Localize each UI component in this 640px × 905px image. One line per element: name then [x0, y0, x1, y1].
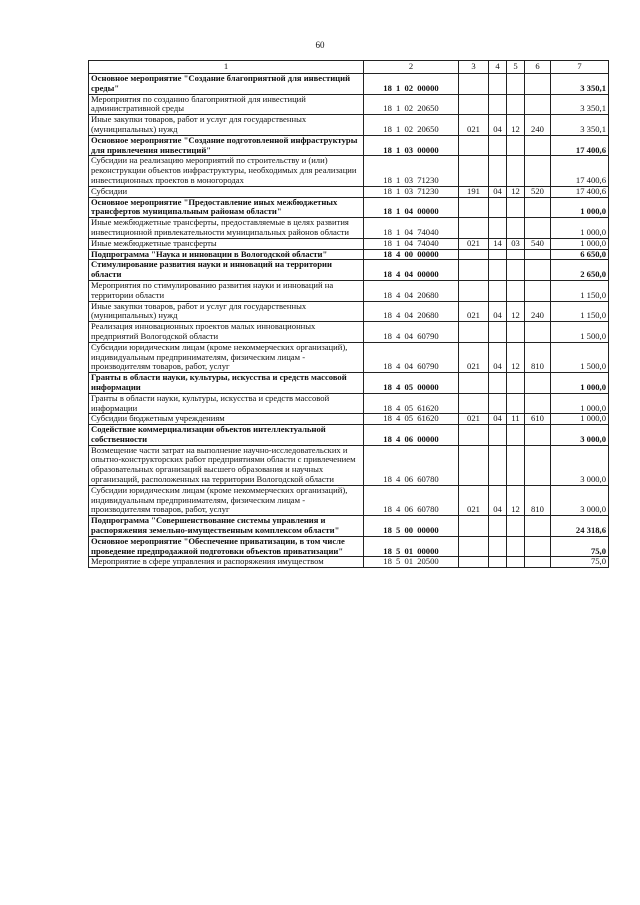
- row-code: 18 4 04 20680: [364, 280, 459, 301]
- row-code: 18 1 02 00000: [364, 74, 459, 95]
- row-code: 18 1 02 20650: [364, 115, 459, 136]
- row-name: Субсидии: [89, 186, 364, 197]
- table-row: [89, 218, 609, 239]
- row-section: [489, 393, 507, 414]
- table-row: [89, 197, 609, 218]
- row-code: 18 4 05 61620: [364, 414, 459, 425]
- row-code: 18 4 04 00000: [364, 260, 459, 281]
- row-code: 18 5 00 00000: [364, 516, 459, 537]
- row-kind: 610: [525, 414, 551, 425]
- row-section: [489, 557, 507, 568]
- row-expense-type: [459, 156, 489, 186]
- row-expense-type: [459, 135, 489, 156]
- row-amount: 1 150,0: [551, 280, 609, 301]
- row-code: 18 4 04 60790: [364, 322, 459, 343]
- row-amount: 3 350,1: [551, 115, 609, 136]
- row-kind: 240: [525, 301, 551, 322]
- budget-table: [88, 60, 609, 568]
- row-name: Мероприятия по стимулированию развития науки и инноваций на территории области: [89, 280, 364, 301]
- row-expense-type: [459, 393, 489, 414]
- row-code: 18 1 03 71230: [364, 156, 459, 186]
- table-header-row: [89, 61, 609, 74]
- table-row: [89, 414, 609, 425]
- row-kind: [525, 197, 551, 218]
- row-subsection: [507, 260, 525, 281]
- table-row: [89, 557, 609, 568]
- row-subsection: [507, 156, 525, 186]
- table-row: [89, 445, 609, 485]
- row-kind: [525, 135, 551, 156]
- row-name: Подпрограмма "Наука и инновации в Вологодской области": [89, 249, 364, 260]
- row-expense-type: [459, 249, 489, 260]
- row-amount: 3 000,0: [551, 445, 609, 485]
- row-name: Возмещение части затрат на выполнение научно-исследовательских и опытно-конструкторских работ предприятиями области с привлечением образовательных организаций высшего образования и научных организаций, расположенных на территории Вологодской области: [89, 445, 364, 485]
- row-name: Мероприятия по созданию благоприятной для инвестиций административной среды: [89, 94, 364, 115]
- row-subsection: 12: [507, 115, 525, 136]
- row-subsection: [507, 516, 525, 537]
- row-expense-type: 021: [459, 238, 489, 249]
- row-code: 18 1 02 20650: [364, 94, 459, 115]
- column-header: 5: [507, 61, 525, 74]
- row-subsection: [507, 322, 525, 343]
- row-amount: 24 318,6: [551, 516, 609, 537]
- table-row: [89, 156, 609, 186]
- table-row: [89, 322, 609, 343]
- row-subsection: 12: [507, 186, 525, 197]
- table-row: [89, 135, 609, 156]
- row-expense-type: 021: [459, 485, 489, 515]
- row-expense-type: [459, 516, 489, 537]
- table-row: [89, 74, 609, 95]
- row-kind: [525, 260, 551, 281]
- row-amount: 3 350,1: [551, 74, 609, 95]
- row-amount: 1 000,0: [551, 197, 609, 218]
- row-section: [489, 260, 507, 281]
- table-row: [89, 393, 609, 414]
- row-code: 18 5 01 00000: [364, 536, 459, 557]
- row-subsection: [507, 425, 525, 446]
- table-row: [89, 186, 609, 197]
- table-body: [89, 74, 609, 568]
- row-section: [489, 445, 507, 485]
- row-section: [489, 218, 507, 239]
- row-kind: [525, 249, 551, 260]
- row-expense-type: [459, 536, 489, 557]
- row-expense-type: 021: [459, 301, 489, 322]
- row-name: Мероприятие в сфере управления и распоряжения имуществом: [89, 557, 364, 568]
- table-row: [89, 301, 609, 322]
- row-name: Основное мероприятие "Создание подготовленной инфраструктуры для привлечения инвестиций": [89, 135, 364, 156]
- row-code: 18 1 04 74040: [364, 218, 459, 239]
- page-number: 60: [315, 40, 325, 50]
- row-name: Субсидии бюджетным учреждениям: [89, 414, 364, 425]
- row-section: 04: [489, 301, 507, 322]
- row-amount: 75,0: [551, 536, 609, 557]
- row-expense-type: [459, 322, 489, 343]
- row-code: 18 4 00 00000: [364, 249, 459, 260]
- row-subsection: [507, 218, 525, 239]
- row-subsection: [507, 197, 525, 218]
- row-subsection: [507, 94, 525, 115]
- row-amount: 3 350,1: [551, 94, 609, 115]
- row-code: 18 1 03 00000: [364, 135, 459, 156]
- row-subsection: [507, 280, 525, 301]
- row-name: Основное мероприятие "Обеспечение приватизации, в том числе проведение предпродажной подготовки объектов приватизации": [89, 536, 364, 557]
- row-section: [489, 425, 507, 446]
- row-kind: [525, 536, 551, 557]
- row-kind: [525, 322, 551, 343]
- row-expense-type: 021: [459, 115, 489, 136]
- row-section: [489, 135, 507, 156]
- row-subsection: 12: [507, 301, 525, 322]
- row-amount: 1 000,0: [551, 238, 609, 249]
- row-name: Стимулирование развития науки и инноваций на территории области: [89, 260, 364, 281]
- row-name: Основное мероприятие "Предоставление иных межбюджетных трансфертов муниципальным районам области": [89, 197, 364, 218]
- row-section: 04: [489, 342, 507, 372]
- row-code: 18 4 05 00000: [364, 373, 459, 394]
- table-row: [89, 260, 609, 281]
- row-name: Субсидии юридическим лицам (кроме некоммерческих организаций), индивидуальным предпринимателям, физическим лицам - производителям товаров, работ, услуг: [89, 342, 364, 372]
- row-kind: [525, 156, 551, 186]
- row-kind: [525, 94, 551, 115]
- row-amount: 1 500,0: [551, 342, 609, 372]
- row-section: 04: [489, 186, 507, 197]
- row-kind: [525, 393, 551, 414]
- row-subsection: [507, 536, 525, 557]
- row-expense-type: [459, 197, 489, 218]
- column-header: 6: [525, 61, 551, 74]
- row-amount: 3 000,0: [551, 485, 609, 515]
- row-subsection: 11: [507, 414, 525, 425]
- row-kind: 540: [525, 238, 551, 249]
- row-kind: 520: [525, 186, 551, 197]
- row-kind: [525, 425, 551, 446]
- row-name: Гранты в области науки, культуры, искусства и средств массовой информации: [89, 393, 364, 414]
- row-kind: [525, 445, 551, 485]
- column-header: 7: [551, 61, 609, 74]
- row-expense-type: 191: [459, 186, 489, 197]
- row-name: Субсидии на реализацию мероприятий по строительству и (или) реконструкции объектов инфраструктуры, необходимых для реализации инвестиционных проектов в моногородах: [89, 156, 364, 186]
- row-kind: [525, 280, 551, 301]
- row-section: 04: [489, 115, 507, 136]
- row-kind: [525, 218, 551, 239]
- row-section: [489, 197, 507, 218]
- row-section: 04: [489, 414, 507, 425]
- row-subsection: [507, 557, 525, 568]
- row-code: 18 4 05 61620: [364, 393, 459, 414]
- row-section: [489, 516, 507, 537]
- row-code: 18 1 04 00000: [364, 197, 459, 218]
- row-kind: [525, 373, 551, 394]
- row-name: Иные межбюджетные трансферты: [89, 238, 364, 249]
- row-name: Гранты в области науки, культуры, искусства и средств массовой информации: [89, 373, 364, 394]
- row-subsection: 12: [507, 485, 525, 515]
- row-kind: [525, 516, 551, 537]
- table-row: [89, 280, 609, 301]
- row-section: [489, 249, 507, 260]
- column-header: 2: [364, 61, 459, 74]
- row-amount: 17 400,6: [551, 186, 609, 197]
- row-expense-type: 021: [459, 342, 489, 372]
- row-name: Содействие коммерциализации объектов интеллектуальной собственности: [89, 425, 364, 446]
- row-code: 18 5 01 20500: [364, 557, 459, 568]
- row-expense-type: [459, 557, 489, 568]
- column-header: 1: [89, 61, 364, 74]
- row-section: [489, 156, 507, 186]
- row-amount: 6 650,0: [551, 249, 609, 260]
- table-row: [89, 373, 609, 394]
- row-expense-type: [459, 218, 489, 239]
- row-amount: 1 000,0: [551, 373, 609, 394]
- table-row: [89, 94, 609, 115]
- row-subsection: 03: [507, 238, 525, 249]
- column-header: 4: [489, 61, 507, 74]
- row-name: Иные межбюджетные трансферты, предоставляемые в целях развития инвестиционной привлекательности муниципальных районов области: [89, 218, 364, 239]
- row-kind: [525, 557, 551, 568]
- row-kind: 240: [525, 115, 551, 136]
- row-amount: 75,0: [551, 557, 609, 568]
- row-section: [489, 322, 507, 343]
- row-name: Иные закупки товаров, работ и услуг для государственных (муниципальных) нужд: [89, 115, 364, 136]
- row-expense-type: [459, 94, 489, 115]
- row-section: [489, 94, 507, 115]
- row-subsection: [507, 393, 525, 414]
- row-code: 18 1 03 71230: [364, 186, 459, 197]
- row-section: 14: [489, 238, 507, 249]
- column-header: 3: [459, 61, 489, 74]
- table-row: [89, 536, 609, 557]
- row-amount: 17 400,6: [551, 135, 609, 156]
- row-name: Субсидии юридическим лицам (кроме некоммерческих организаций), индивидуальным предпринимателям, физическим лицам - производителям товаров, работ, услуг: [89, 485, 364, 515]
- row-section: [489, 74, 507, 95]
- row-amount: 1 150,0: [551, 301, 609, 322]
- row-amount: 1 000,0: [551, 414, 609, 425]
- row-name: Иные закупки товаров, работ и услуг для государственных (муниципальных) нужд: [89, 301, 364, 322]
- row-kind: 810: [525, 485, 551, 515]
- row-amount: 1 000,0: [551, 218, 609, 239]
- row-section: [489, 280, 507, 301]
- row-code: 18 4 06 60780: [364, 445, 459, 485]
- row-kind: 810: [525, 342, 551, 372]
- row-expense-type: [459, 373, 489, 394]
- row-subsection: [507, 74, 525, 95]
- row-section: [489, 373, 507, 394]
- table-row: [89, 485, 609, 515]
- row-subsection: [507, 135, 525, 156]
- row-code: 18 4 06 60780: [364, 485, 459, 515]
- row-subsection: [507, 249, 525, 260]
- row-kind: [525, 74, 551, 95]
- row-subsection: [507, 445, 525, 485]
- table-row: [89, 115, 609, 136]
- row-expense-type: [459, 425, 489, 446]
- row-amount: 3 000,0: [551, 425, 609, 446]
- row-code: 18 4 04 20680: [364, 301, 459, 322]
- row-expense-type: [459, 445, 489, 485]
- row-name: Основное мероприятие "Создание благоприятной для инвестиций среды": [89, 74, 364, 95]
- row-expense-type: [459, 74, 489, 95]
- row-expense-type: 021: [459, 414, 489, 425]
- table-row: [89, 249, 609, 260]
- row-code: 18 4 06 00000: [364, 425, 459, 446]
- table-row: [89, 342, 609, 372]
- row-code: 18 1 04 74040: [364, 238, 459, 249]
- row-name: Подпрограмма "Совершенствование системы управления и распоряжения земельно-имущественным комплексом области": [89, 516, 364, 537]
- row-subsection: [507, 373, 525, 394]
- row-amount: 2 650,0: [551, 260, 609, 281]
- row-amount: 1 500,0: [551, 322, 609, 343]
- row-section: 04: [489, 485, 507, 515]
- row-section: [489, 536, 507, 557]
- row-code: 18 4 04 60790: [364, 342, 459, 372]
- row-amount: 17 400,6: [551, 156, 609, 186]
- table-row: [89, 238, 609, 249]
- row-name: Реализация инновационных проектов малых инновационных предприятий Вологодской области: [89, 322, 364, 343]
- row-expense-type: [459, 280, 489, 301]
- row-subsection: 12: [507, 342, 525, 372]
- table-row: [89, 516, 609, 537]
- row-amount: 1 000,0: [551, 393, 609, 414]
- row-expense-type: [459, 260, 489, 281]
- table-row: [89, 425, 609, 446]
